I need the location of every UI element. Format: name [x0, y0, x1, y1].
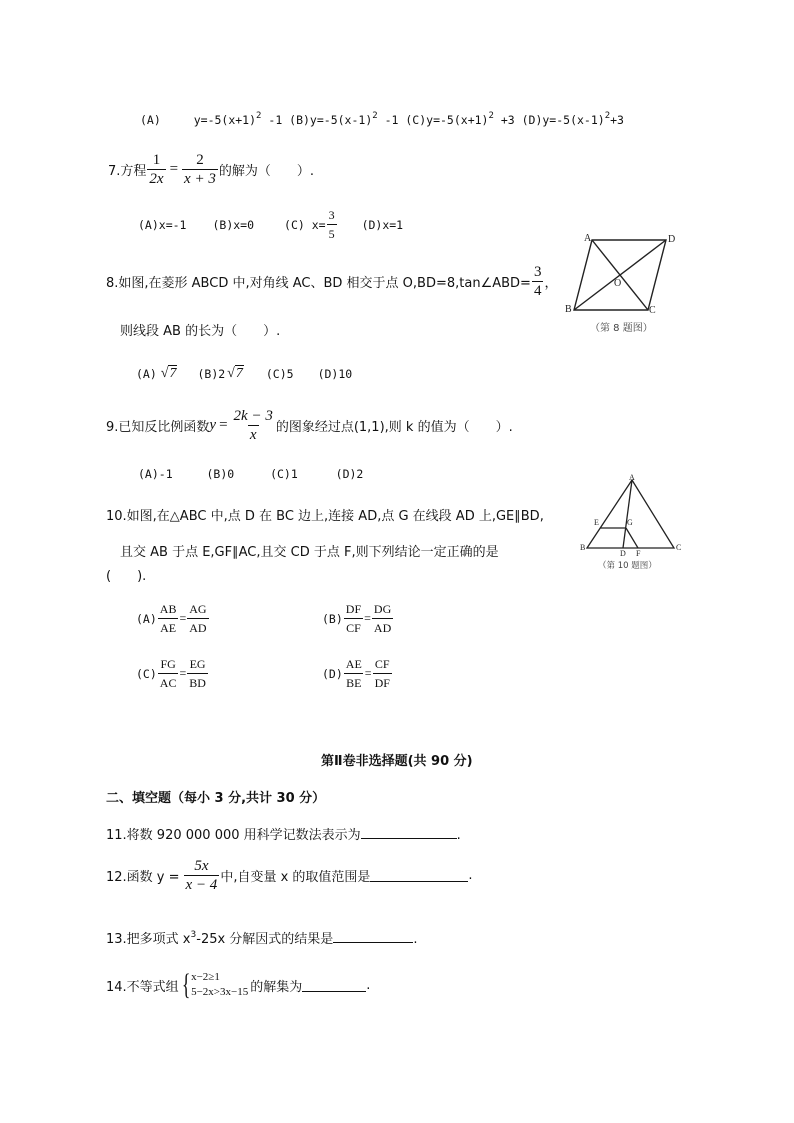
question-13: 13.把多项式 $x^3-25x$ 分解因式的结果是 .: [106, 930, 418, 947]
question-11: 11.将数 920 000 000 用科学记数法表示为 .: [106, 828, 461, 843]
inequality-system: { x−2≥1 5−2x>3x−15: [181, 968, 249, 1001]
question-10-line2: 且交 AB 于点 E,GF∥AC,且交 CD 于点 F,则下列结论一定正确的是: [120, 545, 499, 560]
rhombus-figure: [560, 228, 690, 338]
q7-option-c: (C) x=: [284, 217, 326, 232]
q9-fraction: $\frac{2k - 3}{x}$: [233, 408, 273, 443]
q6-label-a: (A): [140, 113, 161, 127]
triangle-figure: [578, 472, 686, 576]
section-title: 第Ⅱ卷非选择题(共 90 分): [321, 754, 473, 769]
label-a: A: [584, 233, 592, 244]
q7-number: 7.方程: [108, 164, 147, 179]
question-8-line2: 则线段 AB 的长为（ ）.: [120, 324, 281, 339]
answer-blank[interactable]: [361, 826, 457, 839]
q10-option-c: (C) $\frac{FG}{AC}$ = $\frac{EG}{BD}$: [136, 657, 206, 690]
label-e: E: [594, 518, 599, 527]
answer-blank[interactable]: [302, 979, 366, 992]
label-c: C: [649, 305, 656, 316]
q9-option-c: (C)1: [270, 467, 298, 481]
question-10-line3: ( ).: [106, 569, 147, 584]
q7-option-d: (D)x=1: [361, 217, 404, 232]
q9-option-d: (D)2: [335, 467, 364, 481]
segment-gf: [626, 528, 638, 548]
q7-rhs-fraction: $\frac{2}{x + 3}$: [184, 152, 216, 187]
q8-tan-fraction: $\frac{3}{4}$: [533, 264, 542, 299]
question-7: 7.方程 $\frac{1}{2x}$ = $\frac{2}{x + 3}$ 的解为（ ）.: [108, 152, 314, 187]
figure-10-caption: （第 10 题图）: [598, 561, 657, 571]
q12-fraction: $\frac{5x}{x - 4}$: [185, 858, 218, 893]
q7-option-a: (A)x=-1: [138, 217, 187, 232]
question-10-line1: 10.如图,在△ABC 中,点 D 在 BC 边上,连接 AD,点 G 在线段 AD 上,GE∥BD,: [106, 509, 544, 524]
q8-options: (A) √7 (B)2 √7 (C)5 (D)10: [136, 366, 353, 381]
q10-option-d: (D) $\frac{AE}{BE}$ = $\frac{CF}{DF}$: [322, 657, 390, 690]
q8-option-a: (A): [136, 367, 157, 381]
q8-option-d: (D)10: [317, 367, 353, 381]
part-2-heading: 二、填空题（每小 3 分,共计 30 分）: [106, 791, 326, 806]
q7-option-b: (B)x=0: [212, 217, 255, 232]
label-b: B: [565, 304, 572, 315]
q9-option-a: (A)-1: [138, 467, 173, 481]
q7-lhs-fraction: $\frac{1}{2x}$: [149, 152, 164, 187]
label-d: D: [668, 234, 676, 245]
question-9: 9.已知反比例函数 y = $\frac{2k - 3}{x}$ 的图象经过点(1,1),则 k 的值为（ ）.: [106, 408, 513, 443]
label-d: D: [620, 549, 626, 558]
label-g: G: [627, 518, 633, 527]
question-12: 12.函数 y = $\frac{5x}{x - 4}$ 中,自变量 x 的取值范围是 .: [106, 858, 473, 893]
q9-option-b: (B)0: [206, 467, 235, 481]
q10-option-b: (B) $\frac{DF}{CF}$ = $\frac{DG}{AD}$: [322, 602, 392, 635]
answer-blank[interactable]: [333, 930, 413, 943]
q7-options: (A)x=-1 (B)x=0 (C) x= $\frac{3}{5}$ (D)x=1: [138, 208, 404, 241]
diagonal-bd: [574, 240, 666, 310]
q9-options: [138, 467, 363, 481]
figure-8-caption: （第 8 题图）: [590, 323, 653, 334]
label-b: B: [580, 543, 586, 552]
label-o: O: [614, 278, 622, 289]
question-14: 14.不等式组 { x−2≥1 5−2x>3x−15 的解集为 .: [106, 968, 371, 1001]
q6-options: (A) $y=-5(x+1)^2$ -1 $(B)y=-5(x-1)^2$ -1 $(C)y=-5(x+1)^2 +3$ $(D)y=-5(x-1)^2+3$: [140, 111, 624, 127]
question-8: 8.如图,在菱形 ABCD 中,对角线 AC、BD 相交于点 O,BD=8,tan∠ABD= $\frac{3}{4}$ ，: [106, 264, 558, 299]
q10-option-a: (A) $\frac{AB}{AE}$ = $\frac{AG}{AD}$: [136, 602, 207, 635]
label-f: F: [636, 549, 641, 558]
label-c: C: [676, 543, 682, 552]
q8-option-c: (C)5: [265, 367, 294, 381]
label-a: A: [629, 473, 635, 482]
q8-option-b: (B)2: [197, 367, 226, 381]
answer-blank[interactable]: [370, 869, 468, 882]
segment-ad: [623, 480, 632, 548]
